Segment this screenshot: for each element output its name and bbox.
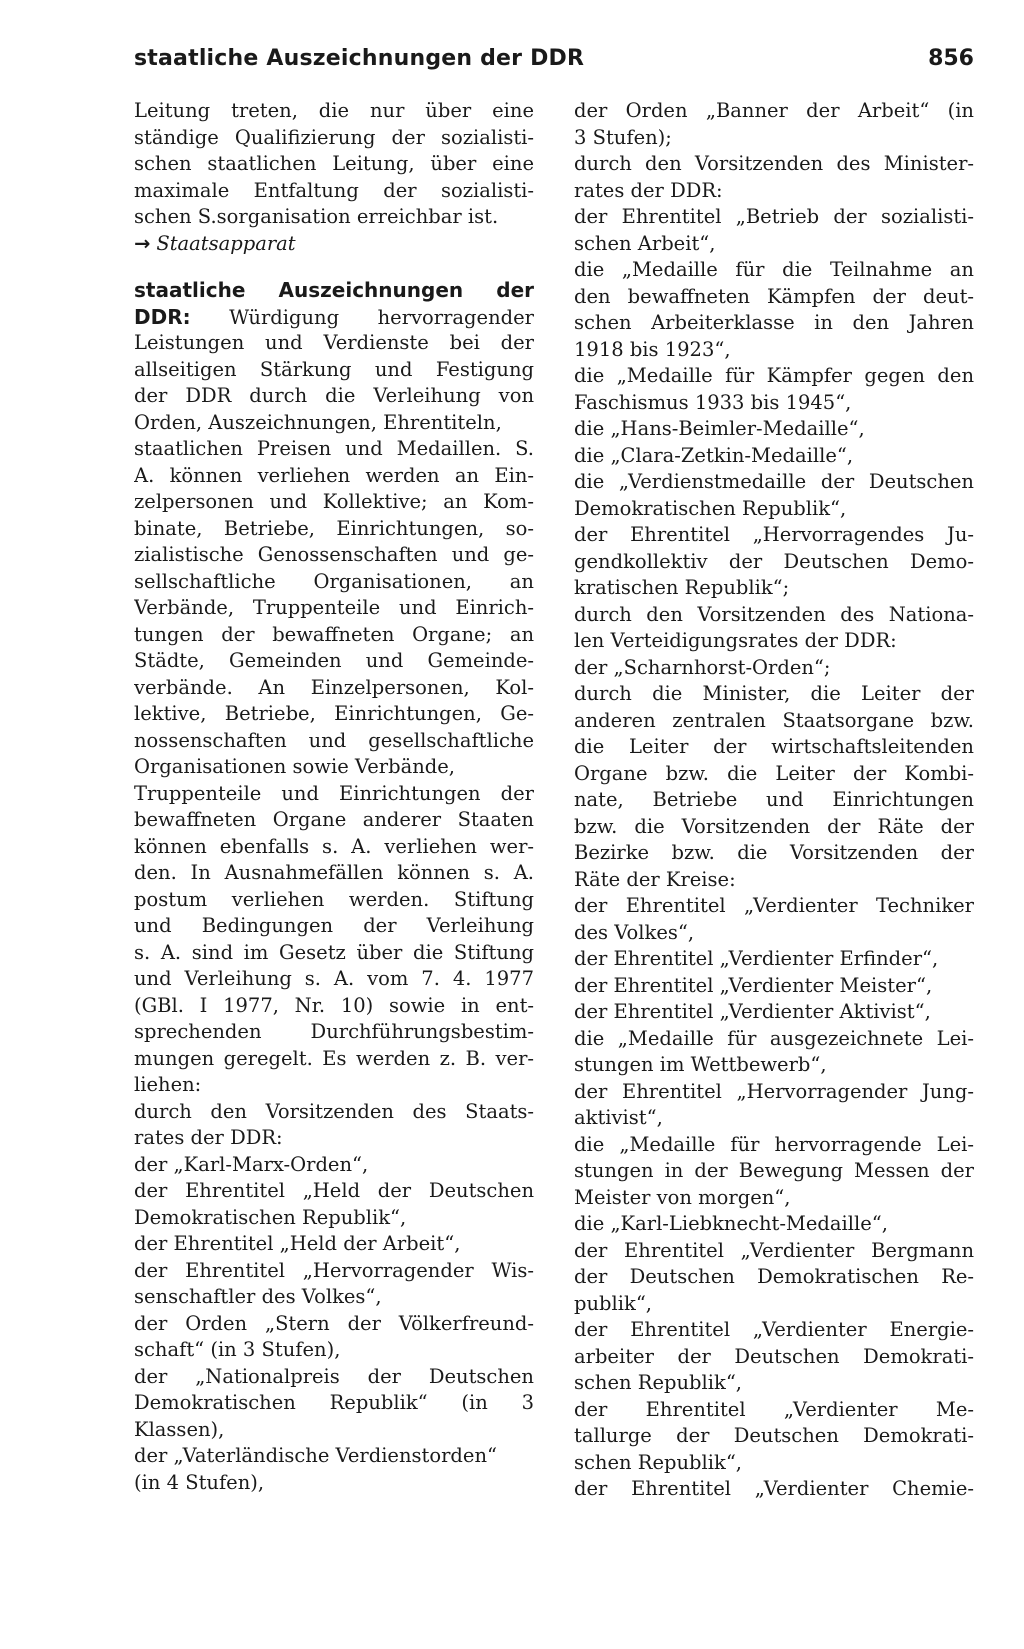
text-line: Demokratischen Republik“, xyxy=(574,496,847,520)
text-line: Leistungen und Verdienste bei der xyxy=(134,331,534,354)
text-line: durch den Vorsitzenden des Staats- xyxy=(134,1099,534,1123)
entry-first-line xyxy=(134,304,534,331)
entry-definition-start: Würdigung hervorragender xyxy=(190,305,534,329)
text-line: des Volkes“, xyxy=(574,920,695,944)
text-line: lektive, Betriebe, Einrichtungen, Ge- xyxy=(134,702,534,725)
text-line: maximale Entfaltung der sozialisti- xyxy=(134,178,534,202)
text-line: der Ehrentitel „Hervorragender Wis- xyxy=(134,1258,534,1282)
running-title: staatliche Auszeichnungen der DDR xyxy=(134,46,585,71)
text-line: der Orden „Banner der Arbeit“ (in xyxy=(574,99,974,122)
text-line: der Ehrentitel „Verdienter Bergmann xyxy=(574,1238,974,1262)
text-line: der Ehrentitel „Verdienter Meister“, xyxy=(574,973,933,997)
text-line: bewaffneten Organe anderer Staaten xyxy=(134,808,534,831)
text-line: durch den Vorsitzenden des Nationa- xyxy=(574,602,974,626)
entry-body xyxy=(134,330,534,1496)
entry-headword-tail: DDR: xyxy=(134,304,191,329)
text-line: die „Medaille für die Teilnahme an xyxy=(574,258,974,281)
text-line: anderen zentralen Staatsorgane bzw. xyxy=(574,708,974,732)
text-line: durch den Vorsitzenden des Minister- xyxy=(574,152,974,175)
text-line: stungen im Wettbewerb“, xyxy=(574,1053,827,1076)
text-line: s. A. sind im Gesetz über die Stiftung xyxy=(134,940,534,964)
text-line: staatlichen Preisen und Medaillen. S. xyxy=(134,437,534,460)
text-line: arbeiter der Deutschen Demokrati- xyxy=(574,1344,974,1368)
text-line: Klassen), xyxy=(134,1417,225,1441)
text-line: 3 Stufen); xyxy=(574,125,672,149)
text-line: schen staatlichen Leitung, über eine xyxy=(134,152,534,175)
text-line: nate, Betriebe und Einrichtungen xyxy=(574,788,974,811)
continuation-text xyxy=(134,98,534,231)
text-line: schen Republik“, xyxy=(574,1371,742,1394)
text-line: der Ehrentitel „Hervorragender Jung- xyxy=(574,1079,974,1103)
text-line: tungen der bewaffneten Organe; an xyxy=(134,622,534,646)
text-line: nossenschaften und gesellschaftliche xyxy=(134,728,534,752)
text-line: rates der DDR: xyxy=(134,1126,283,1149)
text-line: der Ehrentitel „Held der Deutschen xyxy=(134,1179,534,1202)
text-line: der DDR durch die Verleihung von xyxy=(134,384,534,407)
text-line: können ebenfalls s. A. verliehen wer- xyxy=(134,834,534,858)
text-line: gendkollektiv der Deutschen Demo- xyxy=(574,549,974,573)
text-line: der „Nationalpreis der Deutschen xyxy=(134,1364,534,1388)
text-line: den. In Ausnahmefällen können s. A. xyxy=(134,861,534,884)
page-number: 856 xyxy=(928,46,974,71)
arrow-right-icon: → xyxy=(134,231,151,255)
text-line: Meister von morgen“, xyxy=(574,1185,791,1209)
text-line: zelpersonen und Kollektive; an Kom- xyxy=(134,490,534,513)
text-line: publik“, xyxy=(574,1291,652,1315)
text-line: sellschaftliche Organisationen, an xyxy=(134,569,534,593)
text-line: der Ehrentitel „Verdienter Me- xyxy=(574,1397,974,1421)
text-line: aktivist“, xyxy=(574,1106,663,1129)
text-line: schen Arbeit“, xyxy=(574,231,716,255)
text-line: der Ehrentitel „Verdienter Techniker xyxy=(574,894,974,917)
text-line: Leitung treten, die nur über eine xyxy=(134,99,534,122)
text-line: und Verleihung s. A. vom 7. 4. 1977 xyxy=(134,967,534,990)
text-line: sprechenden Durchführungsbestim- xyxy=(134,1020,534,1043)
text-line: und Bedingungen der Verleihung xyxy=(134,914,534,937)
text-line: der Deutschen Demokratischen Re- xyxy=(574,1265,974,1288)
text-line: der Ehrentitel „Held der Arbeit“, xyxy=(134,1232,461,1255)
cross-reference[interactable] xyxy=(134,231,534,258)
text-line: postum verliehen werden. Stiftung xyxy=(134,887,534,911)
text-line: mungen geregelt. Es werden z. B. ver- xyxy=(134,1046,534,1070)
text-line: schen Republik“, xyxy=(574,1450,742,1474)
left-column xyxy=(134,98,534,1496)
text-line: Städte, Gemeinden und Gemeinde- xyxy=(134,649,534,672)
text-line: der „Vaterländische Verdienstorden“ xyxy=(134,1444,497,1467)
page-header xyxy=(134,40,974,80)
text-line: binate, Betriebe, Einrichtungen, so- xyxy=(134,516,534,540)
text-line: (in 4 Stufen), xyxy=(134,1470,265,1494)
text-line: die „Medaille für Kämpfer gegen den xyxy=(574,364,974,387)
text-line: Organisationen sowie Verbände, xyxy=(134,755,455,778)
text-line: der „Scharnhorst-Orden“; xyxy=(574,655,831,679)
text-line: Bezirke bzw. die Vorsitzenden der xyxy=(574,841,974,864)
text-line: die „Medaille für hervorragende Lei- xyxy=(574,1132,974,1156)
text-line: die „Karl-Liebknecht-Medaille“, xyxy=(574,1212,888,1235)
text-line: der „Karl-Marx-Orden“, xyxy=(134,1152,369,1176)
text-line: Faschismus 1933 bis 1945“, xyxy=(574,390,852,414)
text-line: Organe bzw. die Leiter der Kombi- xyxy=(574,761,974,785)
text-line: Demokratischen Republik“, xyxy=(134,1205,407,1229)
text-line: zialistische Genossenschaften und ge- xyxy=(134,543,534,566)
text-line: tallurge der Deutschen Demokrati- xyxy=(574,1424,974,1447)
text-line: liehen: xyxy=(134,1073,202,1096)
cross-reference-target[interactable]: Staatsapparat xyxy=(156,231,296,255)
text-line: schaft“ (in 3 Stufen), xyxy=(134,1338,341,1361)
text-line: der Ehrentitel „Verdienter Chemie- xyxy=(574,1477,974,1500)
text-line: Demokratischen Republik“ (in 3 xyxy=(134,1391,534,1414)
text-line: bzw. die Vorsitzenden der Räte der xyxy=(574,814,974,838)
text-line: (GBl. I 1977, Nr. 10) sowie in ent- xyxy=(134,993,534,1017)
text-line: die „Clara-Zetkin-Medaille“, xyxy=(574,443,854,467)
text-line: ständige Qualifizierung der sozialisti- xyxy=(134,125,534,149)
entry-gap xyxy=(134,257,534,277)
text-line: der Ehrentitel „Verdienter Aktivist“, xyxy=(574,1000,931,1023)
text-line: allseitigen Stärkung und Festigung xyxy=(134,357,534,381)
text-line: durch die Minister, die Leiter der xyxy=(574,682,974,705)
text-line: stungen in der Bewegung Messen der xyxy=(574,1159,974,1182)
text-line: schen Arbeiterklasse in den Jahren xyxy=(574,311,974,334)
right-column-text xyxy=(574,98,974,1503)
text-line: senschaftler des Volkes“, xyxy=(134,1285,382,1308)
text-line: der Ehrentitel „Verdienter Energie- xyxy=(574,1318,974,1341)
text-line: schen S.sorganisation erreichbar ist. xyxy=(134,205,499,228)
text-line: der Ehrentitel „Betrieb der sozialisti- xyxy=(574,205,974,228)
text-line: der Ehrentitel „Hervorragendes Ju- xyxy=(574,523,974,546)
text-line: die Leiter der wirtschaftsleitenden xyxy=(574,735,974,758)
text-line: die „Verdienstmedaille der Deutschen xyxy=(574,470,974,493)
right-column xyxy=(574,98,974,1503)
text-line: die „Medaille für ausgezeichnete Lei- xyxy=(574,1026,974,1050)
text-line: Verbände, Truppenteile und Einrich- xyxy=(134,596,534,619)
text-line: 1918 bis 1923“, xyxy=(574,337,731,361)
text-line: die „Hans-Beimler-Medaille“, xyxy=(574,417,865,440)
text-line: A. können verliehen werden an Ein- xyxy=(134,463,534,487)
text-line: Räte der Kreise: xyxy=(574,867,736,891)
text-line: verbände. An Einzelpersonen, Kol- xyxy=(134,675,534,699)
text-line: der Orden „Stern der Völkerfreund- xyxy=(134,1311,534,1335)
text-line: Orden, Auszeichnungen, Ehrentiteln, xyxy=(134,410,502,434)
text-line: rates der DDR: xyxy=(574,178,723,202)
text-line: Truppenteile und Einrichtungen der xyxy=(134,781,534,805)
text-line: len Verteidigungsrates der DDR: xyxy=(574,629,897,652)
text-line: den bewaffneten Kämpfen der deut- xyxy=(574,284,974,308)
text-line: kratischen Republik“; xyxy=(574,576,790,599)
entry-headword: staatliche Auszeichnungen der xyxy=(134,278,534,302)
text-line: der Ehrentitel „Verdienter Erfinder“, xyxy=(574,947,939,970)
